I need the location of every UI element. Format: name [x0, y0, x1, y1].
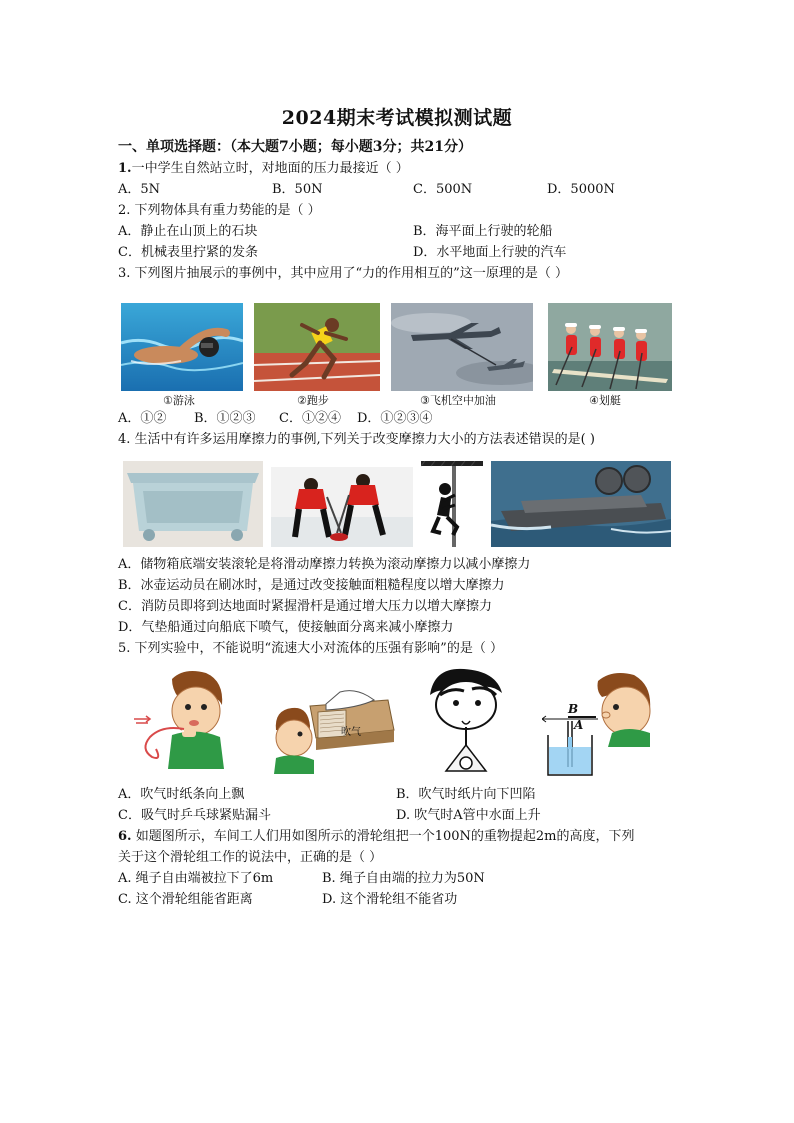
q1-option-c: C．500N: [413, 182, 473, 197]
question-6-text-line1: 如题图所示，车间工人们用如图所示的滑轮组把一个100N的重物提起2m的高度，下列: [131, 829, 635, 844]
q4-option-a: A．储物箱底端安装滚轮是将滑动摩擦力转换为滚动摩擦力以减小摩擦力: [118, 557, 531, 572]
figure-blow-paper-sheet: [270, 686, 398, 774]
photo-swimming: [121, 303, 243, 391]
question-6-text-line2: 关于这个滑轮组工作的说法中，正确的是（ ）: [118, 850, 383, 865]
q5-option-d: D. 吹气时A管中水面上升: [396, 808, 541, 823]
q4-option-c: C．消防员即将到达地面时紧握滑杆是通过增大压力以增大摩擦力: [118, 599, 492, 614]
q3-option-c: C．①②④: [279, 411, 341, 426]
q3-option-b: B．①②③: [194, 411, 256, 426]
figure-tube-water: [542, 667, 654, 777]
q6-option-c: C. 这个滑轮组能省距离: [118, 892, 253, 907]
section-heading: 一、单项选择题：（本大题7小题；每小题3分；共21分）: [118, 139, 472, 155]
q6-option-b: B. 绳子自由端的拉力为50N: [322, 871, 485, 886]
q1-option-b: B．50N: [272, 182, 323, 197]
photo-firefighter-pole: [421, 461, 483, 547]
page-title: 2024期末考试模拟测试题: [281, 107, 513, 129]
caption-rowing: ④划艇: [589, 394, 621, 407]
question-1: [118, 160, 409, 177]
question-1-number: 1.: [118, 161, 132, 176]
figure-blow-paper-strip: [132, 667, 232, 769]
q3-option-a: A．①②: [118, 411, 167, 426]
photo-rowing: [548, 303, 672, 391]
q5-option-a: A．吹气时纸条向上飘: [118, 787, 245, 802]
q5-option-b: B．吹气时纸片向下凹陷: [396, 787, 536, 802]
figure-funnel-ping-pong: [424, 665, 510, 779]
photo-curling: [271, 467, 413, 547]
question-5-text: 5. 下列实验中，不能说明“流速大小对流体的压强有影响”的是（ ）: [118, 641, 503, 656]
q6-option-a: A. 绳子自由端被拉下了6m: [118, 871, 274, 886]
question-4-text: 4. 生活中有许多运用摩擦力的事例,下列关于改变摩擦力大小的方法表述错误的是( ): [118, 432, 595, 447]
photo-storage-box: [123, 461, 263, 547]
q1-option-d: D．5000N: [547, 182, 615, 197]
photo-hovercraft: [491, 461, 671, 547]
q5-option-c: C．吸气时乒乓球紧贴漏斗: [118, 808, 271, 823]
q1-option-a: A．5N: [118, 182, 161, 197]
label-b: B: [568, 702, 579, 716]
question-2-text: 2. 下列物体具有重力势能的是（ ）: [118, 203, 321, 218]
label-blow: 吹气: [341, 727, 361, 738]
question-1-text: 一中学生自然站立时，对地面的压力最接近（ ）: [131, 161, 409, 176]
caption-aerial-refueling: ③飞机空中加油: [420, 394, 496, 407]
caption-swimming: ①游泳: [163, 394, 195, 407]
question-6: [118, 828, 635, 845]
q4-option-b: B．冰壶运动员在刷冰时，是通过改变接触面粗糙程度以增大摩擦力: [118, 578, 505, 593]
q2-option-c: C．机械表里拧紧的发条: [118, 245, 258, 260]
q6-option-d: D. 这个滑轮组不能省功: [322, 892, 458, 907]
q2-option-d: D．水平地面上行驶的汽车: [413, 245, 567, 260]
photo-running: [254, 303, 380, 391]
question-3-text: 3. 下列图片抽展示的事例中，其中应用了“力的作用相互的”这一原理的是（ ）: [118, 266, 568, 281]
q4-option-d: D．气垫船通过向船底下喷气，使接触面分离来减小摩擦力: [118, 620, 454, 635]
q3-option-d: D．①②③④: [357, 411, 433, 426]
caption-running: ②跑步: [297, 394, 329, 407]
question-6-number: 6.: [118, 829, 132, 844]
label-a: A: [574, 718, 584, 732]
q2-option-b: B．海平面上行驶的轮船: [413, 224, 553, 239]
photo-aerial-refueling: [391, 303, 533, 391]
q2-option-a: A．静止在山顶上的石块: [118, 224, 258, 239]
